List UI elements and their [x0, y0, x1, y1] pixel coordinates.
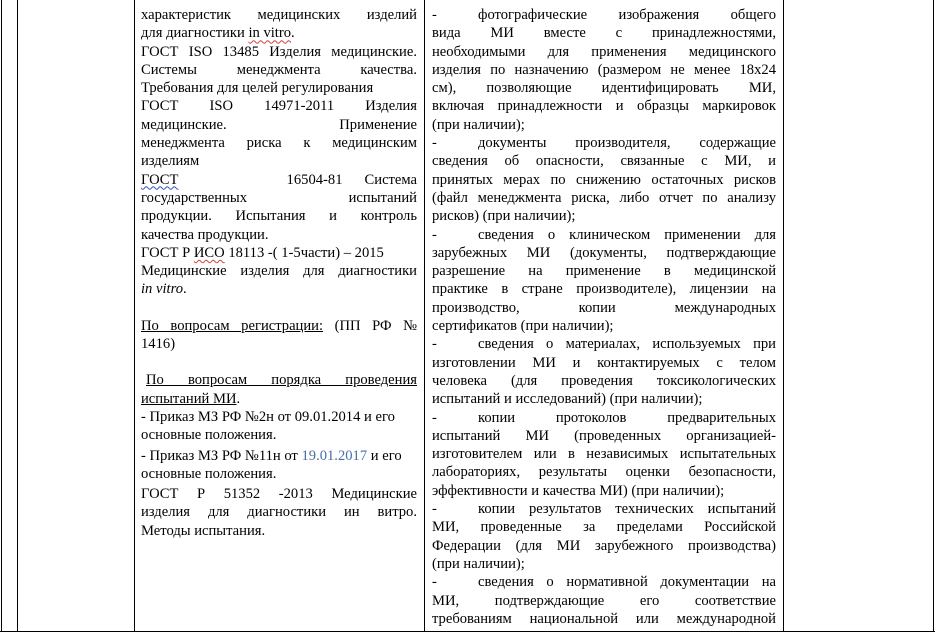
text-line: Методы испытания. [141, 522, 266, 539]
text-line: ГОСТ 16504-81 Система [141, 171, 418, 188]
text-line: По вопросам регистрации: (ПП РФ № [141, 317, 417, 334]
text-line: - Приказ МЗ РФ №2н от 09.01.2014 и его [141, 408, 395, 425]
text-line: ГОСТ Р 51352 -2013 Медицинские [141, 486, 417, 503]
text-line: эффективности и качества МИ) (при наличии); [432, 482, 725, 499]
text-line: Требования для целей регулирования [141, 80, 374, 97]
text-line: см), позволяющие идентифицировать МИ, [432, 80, 776, 97]
text-line: - фотографические изображения общего [432, 7, 776, 23]
text-line: производство, копии международных [432, 299, 776, 316]
text-line: государственных испытаний [141, 189, 417, 206]
text-line: МИ, проведенные за пределами Российской [432, 519, 776, 536]
text-line: - сведения о материалах, используемых при [432, 336, 776, 353]
text-line: для диагностики in vitro. [141, 25, 295, 42]
table-border-col4 [783, 0, 784, 632]
text-line: изделия для диагностики ин витро. [141, 504, 417, 521]
text-line: - сведения о клиническом применении для [432, 226, 776, 243]
text-line: - сведения о нормативной документации на [432, 574, 776, 591]
text-line: Системы менеджмента качества. [141, 61, 417, 78]
text-line: менеджмента риска к медицинским [141, 135, 417, 152]
table-border-col1 [17, 0, 18, 632]
documents-cell [432, 6, 776, 628]
text-line: человека (для проведения токсикологических [432, 372, 776, 389]
text-line: основные положения. [141, 465, 277, 482]
text-line: разрешение на применение в медицинской [432, 263, 776, 280]
text-line: характеристик медицинских изделий [141, 7, 417, 23]
text-line: (файл менеджмента риска, либо отчет по анализу [432, 189, 776, 206]
text-line: Медицинские изделия для диагностики [141, 263, 417, 280]
text-line: основные положения. [141, 427, 277, 444]
text-line: сертификатов (при наличии); [432, 318, 614, 335]
text-line: изделиям [141, 153, 200, 170]
text-line: зарубежных МИ (документы, подтверждающие [432, 244, 776, 261]
text-line: - копии результатов технических испытаний [432, 501, 776, 518]
text-line: изготовителем или в независимых испытательных [432, 446, 776, 463]
text-line: ГОСТ Р ИСО 18113 -( 1-5части) – 2015 [141, 244, 384, 261]
text-line: МИ, подтверждающие его соответствие [432, 592, 776, 609]
text-line: лабораториях, результаты оценки безопасности, [432, 464, 776, 481]
text-line: - копии протоколов предварительных [432, 409, 776, 426]
text-line: требованиям национальной или международной [432, 610, 776, 627]
table-border-right [933, 0, 934, 632]
text-line: - Приказ МЗ РФ №11н от 19.01.2017 и его [141, 447, 402, 464]
text-line: - документы производителя, содержащие [432, 135, 776, 152]
text-line: испытаний и исследований) (при наличии); [432, 391, 703, 408]
text-line: изготовлении МИ и контактируемых с телом [432, 354, 776, 371]
text-line: in vitro. [141, 281, 187, 298]
text-line: практике в стране производителе), лицензии на [432, 281, 776, 298]
text-line: медицинские. Применение [141, 116, 417, 133]
text-line: испытаний МИ (проведенных организацией- [432, 427, 776, 444]
standards-cell [141, 6, 417, 540]
table-border-col3 [424, 0, 425, 632]
text-line: (при наличии); [432, 555, 525, 572]
text-line: ГОСТ ISO 13485 Изделия медицинские. [141, 43, 417, 60]
text-line: (при наличии); [432, 116, 525, 133]
text-line: продукции. Испытания и контроль [141, 208, 417, 225]
text-line: изделия по назначению (размером не менее 18x24 [432, 61, 776, 78]
table-border-bottom [0, 631, 935, 632]
text-line: необходимыми для применения медицинского [432, 43, 776, 60]
text-line: испытаний МИ. [141, 390, 241, 407]
text-line: 1416) [141, 336, 176, 353]
text-line: ГОСТ ISO 14971-2011 Изделия [141, 98, 417, 115]
text-line: включая принадлежности и образцы маркировок [432, 98, 776, 115]
table-border-col2 [134, 0, 135, 632]
text-line: сведения об опасности, связанные с МИ, и [432, 153, 776, 170]
text-line: рисков) (при наличии); [432, 208, 576, 225]
text-line: Федерации (для МИ зарубежного производства) [432, 537, 776, 554]
table-border-left [1, 0, 2, 632]
text-line: принятых мерах по снижению остаточных рисков [432, 171, 776, 188]
text-line: качества продукции. [141, 226, 269, 243]
text-line: вида МИ вместе с принадлежностями, [432, 25, 776, 42]
text-line: По вопросам порядка проведения [146, 372, 417, 389]
